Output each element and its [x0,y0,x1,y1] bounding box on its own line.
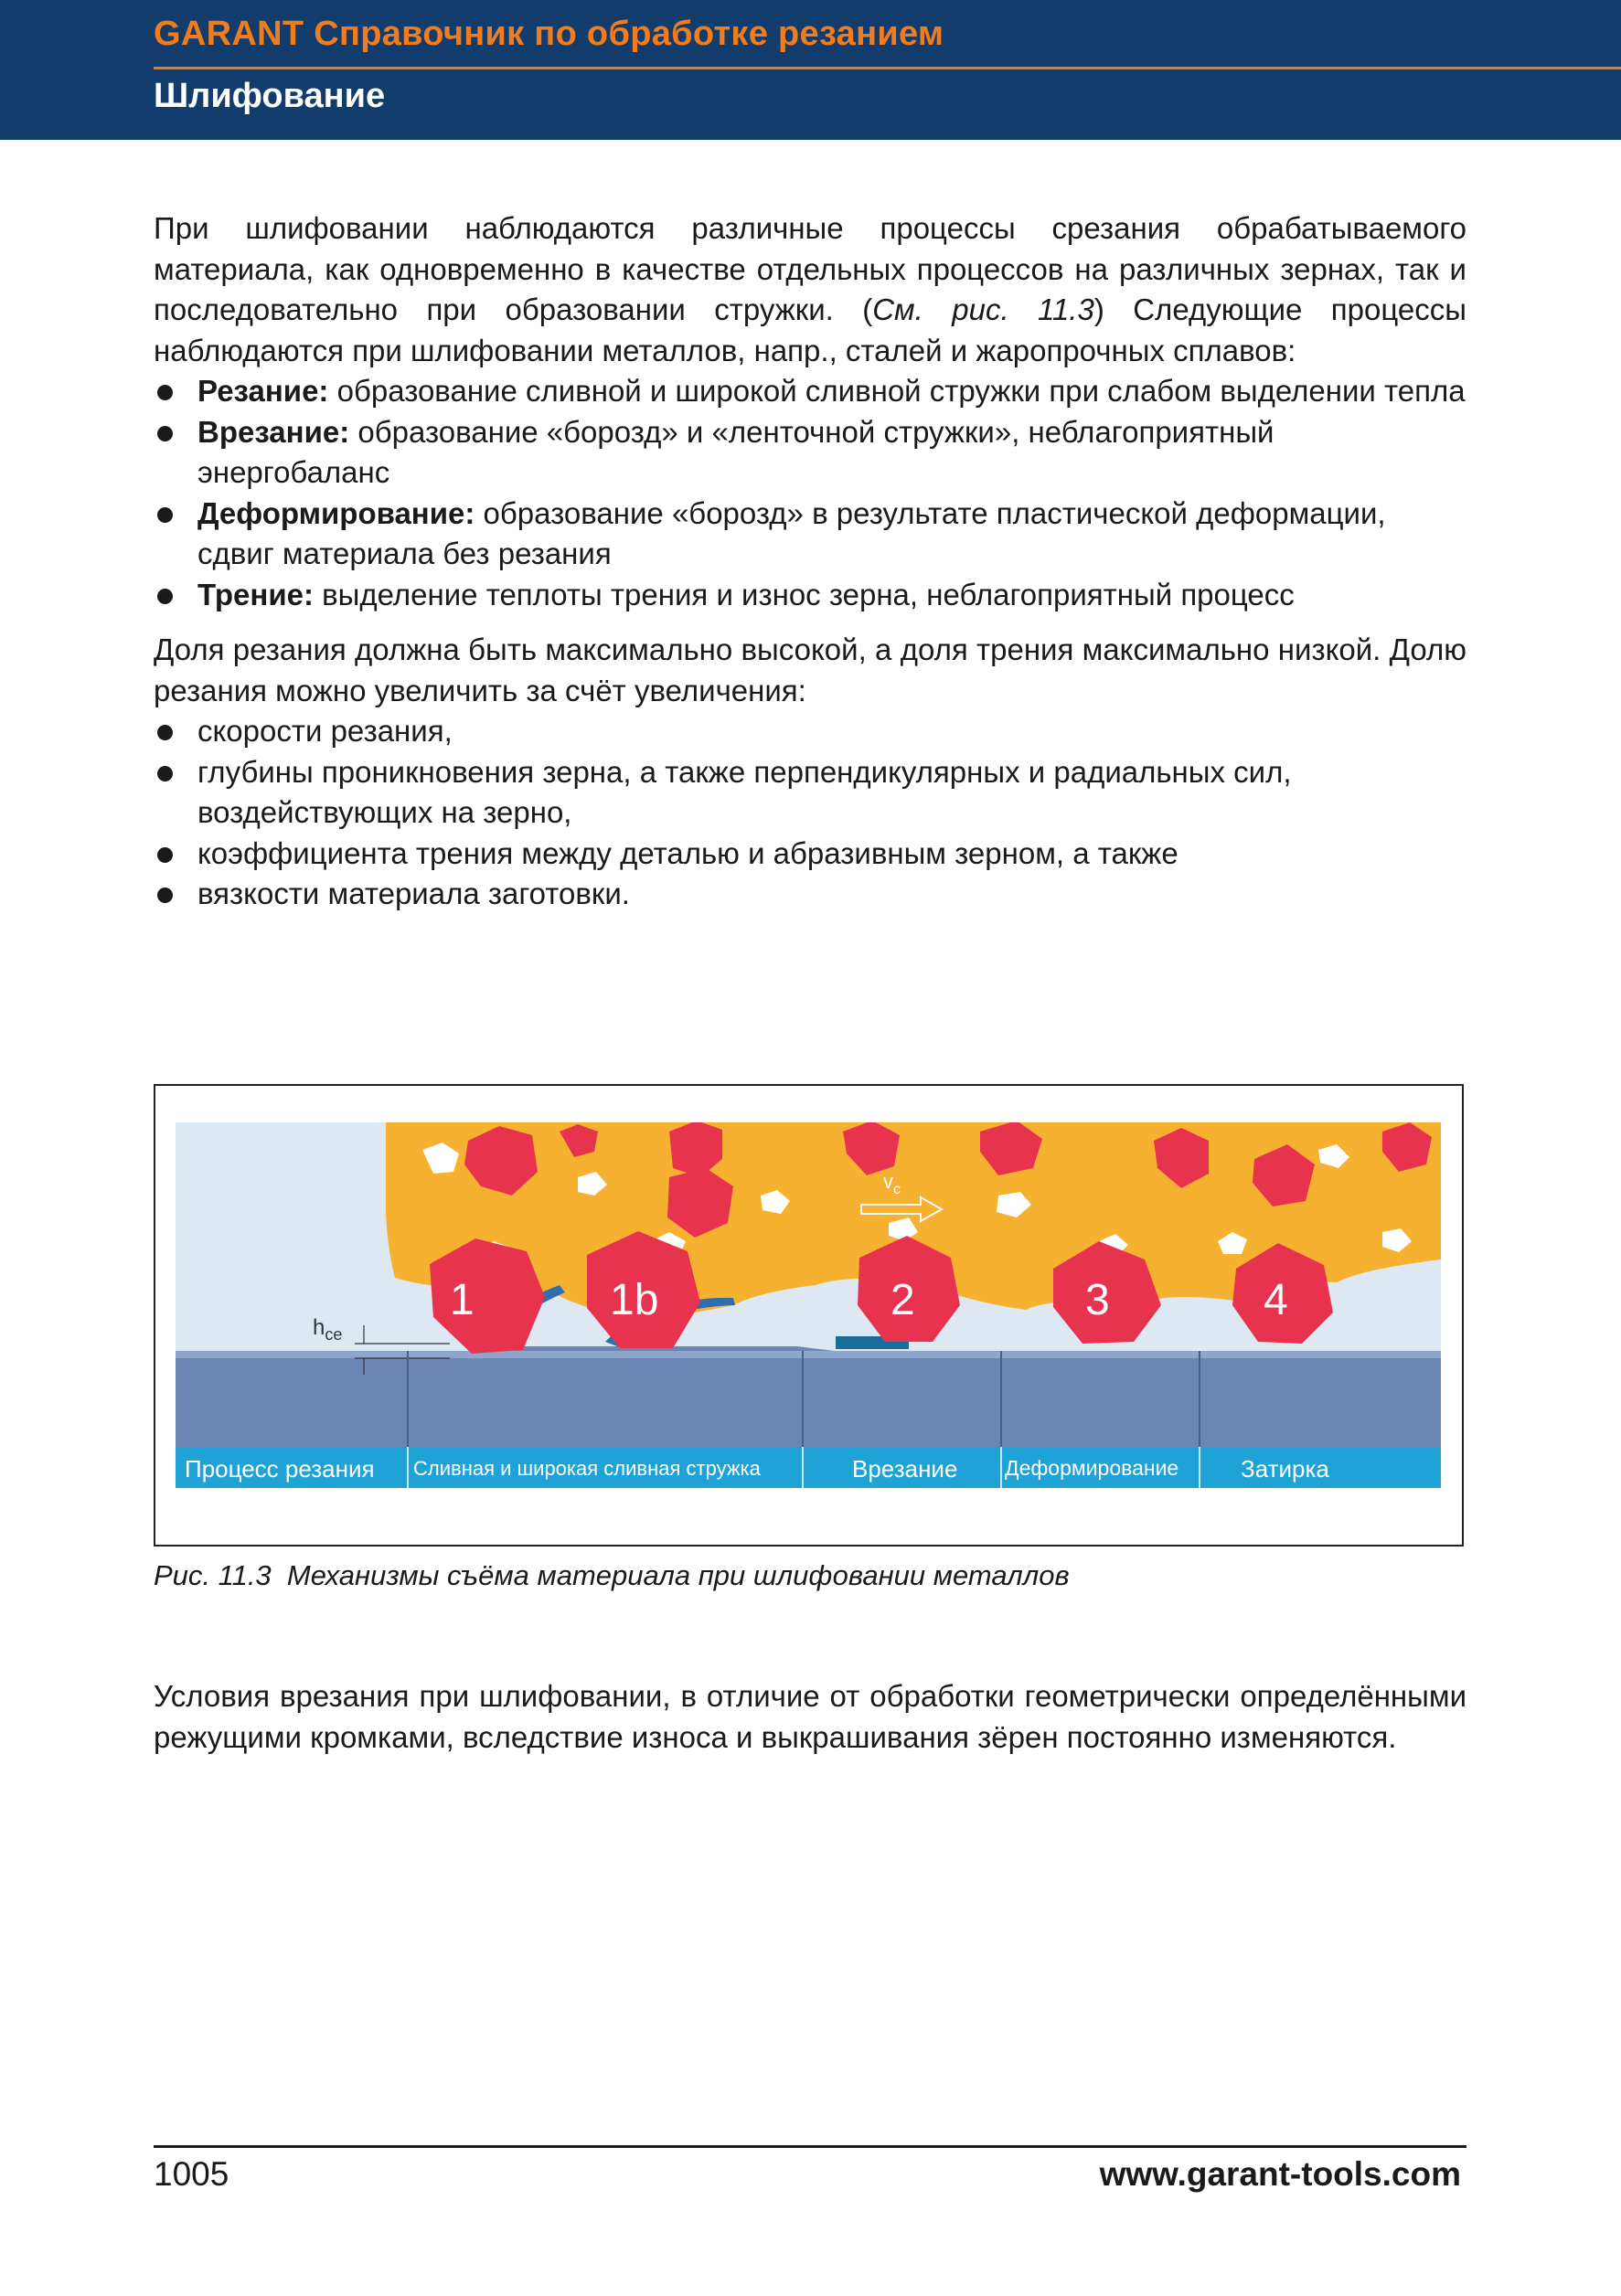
bullet-icon [157,888,173,903]
process-term: Трение: [197,577,314,611]
list-item [154,834,1466,875]
list-item [154,575,1466,616]
grain-label: 4 [1264,1276,1288,1324]
list-item [154,711,1466,752]
page-number: 1005 [154,2155,229,2193]
bullet-icon [157,847,173,863]
grain-label: 1b [610,1276,659,1324]
list-item [154,874,1466,915]
process-term: Деформирование: [197,495,475,530]
list-item [154,412,1466,494]
process-description: выделение теплоты трения и износ зерна, неблагоприятный процесс [313,577,1295,611]
page-header [0,0,1621,140]
grinding-diagram [176,1122,1441,1488]
bullet-icon [157,426,173,441]
bullet-icon [157,766,173,781]
factor-text: глубины проникновения зерна, а также перпендикулярных и радиальных сил, воздействующих на зерно, [197,754,1292,829]
list-item [154,371,1466,412]
factor-text: скорости резания, [197,714,453,748]
caption-text: Механизмы съёма материала при шлифовании металлов [286,1559,1070,1591]
process-term: Врезание: [197,414,350,449]
header-divider [154,67,1621,69]
band-label: Процесс резания [185,1455,375,1483]
list-item [154,494,1466,575]
factor-text: коэффициента трения между деталью и абразивным зерном, а также [197,835,1178,870]
list-item [154,752,1466,834]
band-label: Деформирование [1005,1456,1179,1480]
footer-divider [154,2145,1466,2148]
bullet-icon [157,589,173,604]
book-title: GARANT Справочник по обработке резанием [154,15,944,53]
workpiece [176,1346,1441,1447]
band-label: Затирка [1241,1455,1329,1483]
process-list [154,371,1466,615]
process-term: Резание: [197,374,329,408]
closing-paragraph: Условия врезания при шлифовании, в отличие от обработки геометрически определёнными режущими кромками, вследствие износа и выкрашивания зёрен постоянно изменяются. [154,1679,1466,1754]
share-paragraph: Доля резания должна быть максимально высокой, а доля трения максимально низкой. Долю резания можно увеличить за счёт увеличения: [154,632,1466,707]
band-label: Врезание [852,1455,958,1483]
intro-text-after: ) Следующие процессы наблюдаются при шлифовании металлов, напр., сталей и жаропрочных сплавов: [154,292,1466,367]
factor-text: вязкости материала заготовки. [197,877,630,910]
grain-label: 3 [1085,1276,1110,1324]
factor-list [154,711,1466,915]
figure-caption [154,1559,1070,1592]
caption-number: Рис. 11.3 [154,1559,272,1591]
section-title: Шлифование [154,77,386,115]
figure-reference: См. рис. 11.3 [872,292,1094,326]
process-description: образование «борозд» в результате пластической деформации, сдвиг материала без резания [197,495,1386,570]
bullet-icon [157,385,173,400]
main-content [154,208,1466,915]
figure-frame [154,1084,1464,1547]
website-link[interactable]: www.garant-tools.com [1099,2155,1461,2193]
workpiece-surface [176,1351,1441,1358]
band-label: Сливная и широкая сливная стружка [413,1457,761,1480]
hce-label: $h_{ce}$ [313,1315,343,1344]
process-description: образование «борозд» и «ленточной стружки», неблагоприятный энергобаланс [197,414,1274,489]
grain-label: 1 [450,1276,475,1324]
bullet-icon [157,725,173,740]
intro-text-before: При шлифовании наблюдаются различные процессы срезания обрабатываемого материала, как одновременно в качестве отдельных процессов на различных зернах, так и последовательно при образовании стружки. ( [154,211,1466,326]
intro-paragraph [154,208,1466,371]
vc-label: $v_c$ [883,1170,901,1197]
bullet-icon [157,507,173,523]
process-description: образование сливной и широкой сливной стружки при слабом выделении тепла [328,374,1466,408]
grain-label: 2 [890,1276,915,1324]
